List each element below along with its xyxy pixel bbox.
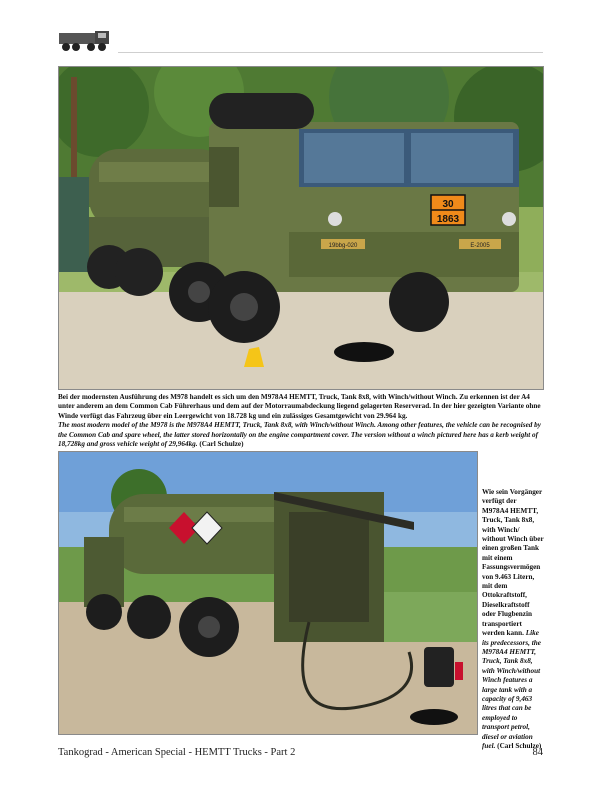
hazard-plate-top: 30 — [442, 199, 454, 210]
caption-side-german: Wie sein Vorgänger verfügt der M978A4 HEMTT, Truck, Tank 8x8, with Winch/ without Winch über einen großen Tank mit einem Fassungsvermögen von 9.463 Litern, mit dem Ottokraftstoff, Dieselkraftstoff oder Flugbenzin transportiert werden kann. — [482, 488, 544, 638]
bumper-label-right: E-2005 — [470, 243, 490, 249]
hazard-plate-bottom: 1863 — [436, 214, 460, 225]
page-number: 84 — [532, 747, 543, 758]
caption-top-german: Bei der modernsten Ausführung des M978 handelt es sich um den M978A4 HEMTT, Truck, Tank 8x8, with Winch/without Winch. Zu erkennen ist der A4 unter anderem an dem Common Cab Führerhaus und dem auf der Motorraumabdeckung liegend gelagerten Reserverad. In der hier gezeigten Variante ohne Winde verfügt das Fahrzeug über ein Leergewicht von 18.728 kg und ein zulässiges Gesamtgewicht von 29.964 kg. — [58, 393, 541, 420]
photo-hemtt-front — [58, 66, 544, 390]
caption-top-english: The most modern model of the M978 is the M978A4 HEMTT, Truck, Tank 8x8, with Winch/without Winch. Among other features, the vehicle can be recognised by the Common Cab and spare wheel, the latter stored horizontally on the engine compartment cover. The version without a winch pictured here has a kerb weight of 18,728kg and gross vehicle weight of 29,964kg. — [58, 421, 541, 449]
caption-side — [482, 488, 544, 751]
photo-hemtt-rear — [58, 451, 478, 735]
caption-side-english: Like its predecessors, the M978A4 HEMTT, Truck, Tank 8x8, with Winch/without Winch features a large tank with a capacity of 9,463 litres that can be employed to transport petrol, diesel or aviation fuel. — [482, 629, 541, 750]
bumper-label-left: 19bbg-020 — [328, 243, 358, 249]
caption-top — [58, 393, 542, 449]
truck-logo-icon — [57, 27, 113, 53]
header-rule — [118, 52, 543, 53]
caption-top-credit: (Carl Schulze) — [199, 440, 244, 449]
footer-title: Tankograd - American Special - HEMTT Trucks - Part 2 — [58, 747, 296, 758]
caption-side-credit: (Carl Schulze) — [497, 741, 542, 750]
